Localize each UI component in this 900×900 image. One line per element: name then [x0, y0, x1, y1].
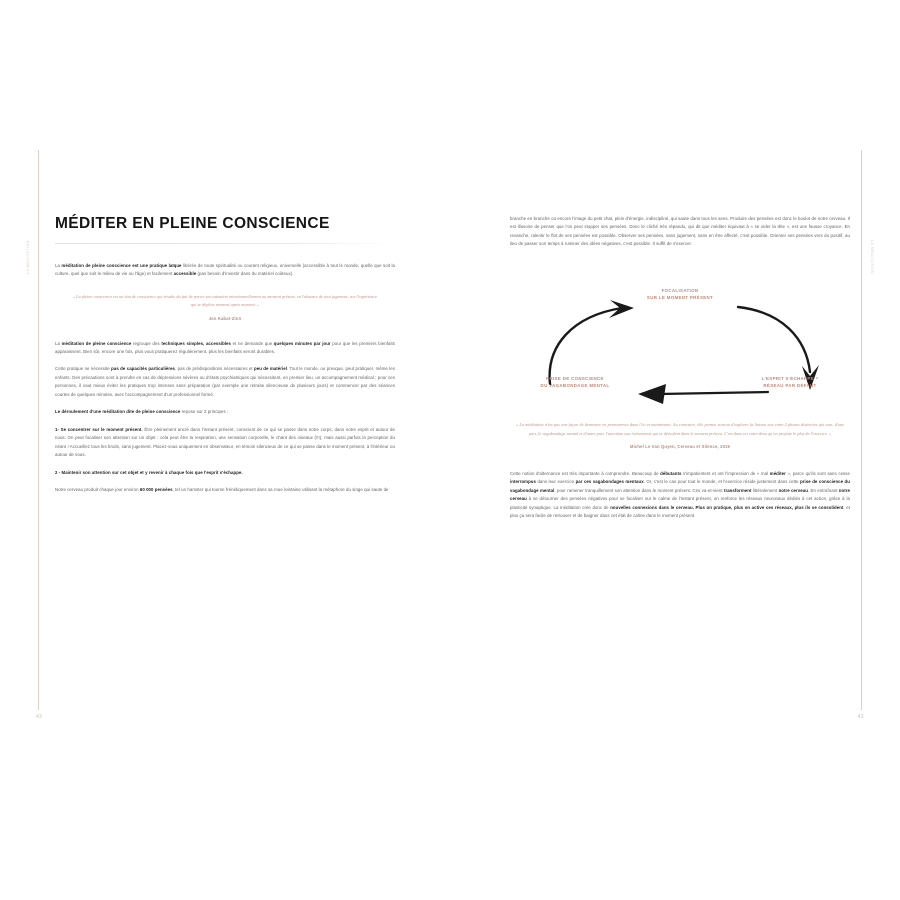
arrow-path-right-to-left — [660, 392, 768, 394]
quote-author: Michel Le Van Quyen, Cerveau et Silence, 2019 — [629, 444, 730, 450]
cycle-node-focalisation — [605, 288, 755, 302]
quote-kabat-zinn — [71, 293, 379, 324]
left-running-head: LA MÉDITATION — [26, 240, 30, 274]
right-top-paragraphs — [510, 215, 850, 249]
quote-text: « La pleine conscience est un état de conscience qui résulte du fait de porter son attention intentionnellement au moment présent, en l'absence de tout jugement, sur l'expérience qui se déploie moment après moment. » — [72, 293, 378, 308]
paragraph-cerveau: Notre cerveau produit chaque jour environ 60 000 pensées, tel un hamster qui tourne frénétiquement dans sa roue lointaine utilisant la métaphore du singe qui saute de — [55, 487, 389, 493]
arrow-path-top-to-right — [738, 307, 810, 372]
quote-le-van-quyen — [516, 421, 844, 452]
arrow-path-left-to-top — [550, 308, 622, 384]
right-text-column — [510, 215, 850, 530]
right-page-number: 43 — [857, 714, 864, 720]
paragraph-deroulement: Le déroulement d'une méditation dite de pleine conscience repose sur 2 principes : — [55, 409, 229, 415]
paragraph-principe-2: 2 - Maintenir son attention sur cet objet et y revenir à chaque fois que l'esprit s'échappe. — [55, 469, 243, 475]
left-page-number: 42 — [36, 714, 43, 720]
page-title: MÉDITER EN PLEINE CONSCIENCE — [55, 215, 330, 232]
paragraph-principe-1: 1- Se concentrer sur le moment présent. Être pleinement ancré dans l'instant présent, conscient de ce qui se passe dans notre corps, dans notre esprit et autour de nous. On peut focaliser son attention sur un objet : cela peut être la respiration, une sensation corporelle, le chant des oiseaux (!!!), mais aussi parfois la perception du néant ! Accueillez tous les bruits, sans jugement. Placez-vous uniquement en observateur, en témoin silencieux de ce qui se passe dans le moment présent, à l'intérieur ou autour de vous. — [55, 426, 395, 458]
paragraph-intro: La méditation de pleine conscience est une pratique laïque libérée de toute spiritualité ou courant religieux, universelle (accessible à tout le monde, quelle que soit la culture, quel que soit le milieu de vie ou l'âge) et facilement accessible (pas besoin d'investir dans du matériel coûteux). — [55, 262, 396, 277]
left-paragraphs-after-quote — [55, 340, 395, 495]
meditation-cycle-diagram — [510, 280, 850, 415]
paragraph-alternance: Cette notion d'alternance est très importante à comprendre. Beaucoup de débutants s'impatientent et ont l'impression de « mal méditer », parce qu'ils sont sans cesse interrompus dans leur exercice par ces vagabondages mentaux. Or, c'est le cas pour tout le monde, et l'exercice réside justement dans cette prise de conscience du vagabondage mental, pour ramener tranquillement son attention dans le moment présent. Ces va-et-vient transforment littéralement notre cerveau. En entraînant notre cerveau à se détourner des pensées négatives pour se focaliser sur le calme de l'instant présent, on renforce les réseaux neuronaux dédiés à cet action, grâce à la plasticité synaptique. La méditation crée donc de nouvelles connexions dans le cerveau. Plus on pratique, plus on active ces réseaux, plus ils se consolident, et plus ça sera facile de retrouver et de baigner dans cet état de calme dans le moment présent. — [510, 470, 850, 519]
cycle-node-line: PRISE DE CONSCIENCE — [546, 375, 604, 381]
left-margin-rule — [38, 150, 39, 710]
quote-text: « La méditation n'est pas une façon de demeurer en permanence dans l'ici et maintenant. Au contraire, elle permet surtout d'explorer la liaison eux entre 2 phases distinctes qui sont, d'une part, le vagabondage mental et d'autre part, l'attention aux événements qui se déroulent dans le moment présent. C'est dans cet entre-deux qu'on projette le plus de l'exercice. » — [516, 421, 844, 436]
cycle-node-prise-de-conscience — [510, 376, 640, 390]
paragraph-pratique: Cette pratique ne nécessite pas de capacités particulières, pas de prédispositions nécessaires et peu de matériel. Tout le monde, ou presque, peut pratiquer, même les enfants. Des précautions sont à prendre en cas de dépressions sévères ou d'états psychiatriques qui nécessitent, en premier lieu, un accompagnement médical ; pour ces personnes, il vaut mieux éviter les pratiques trop intenses sans préparation (par exemple une retraite silencieuse de plusieurs jours) et commencer par des séances courtes de quelques minutes, avec l'accompagnement d'un professionnel formé. — [55, 366, 395, 397]
right-bottom-paragraphs — [510, 470, 850, 521]
right-margin-rule — [861, 150, 862, 710]
right-page — [450, 0, 900, 900]
quote-author: Jon Kabat-Zinn — [208, 316, 242, 322]
paragraph-suite: branche en branche ou encore l'image du petit chat, plein d'énergie, indiscipliné, qui saute dans tous les sens. Produire des pensées est donc le boulot de notre cerveau. Il est illusoire de penser que l'on peut stopper ses pensées. Donc le cliché très répandu, qui dit que méditer équivaut à « se vider la tête », est une fausse croyance. En revanche, ralentir le flot de ses pensées est possible. Observer ses pensées, sans jugement, sans en être affecté, c'est possible. Orienter ses pensées vers du positif, au lieu de passer son temps à ruminer des idées négatives, c'est possible. Il suffit de s'exercer. — [510, 216, 850, 247]
left-text-column — [55, 215, 395, 504]
left-paragraphs-before-quote — [55, 262, 395, 279]
cycle-node-line: FOCALISATION — [661, 287, 699, 293]
cycle-node-line: DU VAGABONDAGE MENTAL — [540, 382, 610, 388]
paragraph-techniques: La méditation de pleine conscience regroupe des techniques simples, accessibles et ne demande que quelques minutes par jour pour que les premiers bienfaits apparaissent. Bien sûr, encore une fois, plus vous pratiquerez régulièrement, plus les bienfaits seront durables. — [55, 340, 395, 354]
arrow-head-to-left — [638, 384, 666, 404]
cycle-node-line: RÉSEAU PAR DÉFAUT — [763, 382, 817, 388]
cycle-node-esprit-echappe — [730, 376, 850, 390]
cycle-node-line: L'ESPRIT S'ÉCHAPPE = — [761, 375, 819, 381]
cycle-node-line: SUR LE MOMENT PRÉSENT — [646, 294, 714, 300]
right-running-head: LA MÉDITATION — [870, 240, 874, 274]
